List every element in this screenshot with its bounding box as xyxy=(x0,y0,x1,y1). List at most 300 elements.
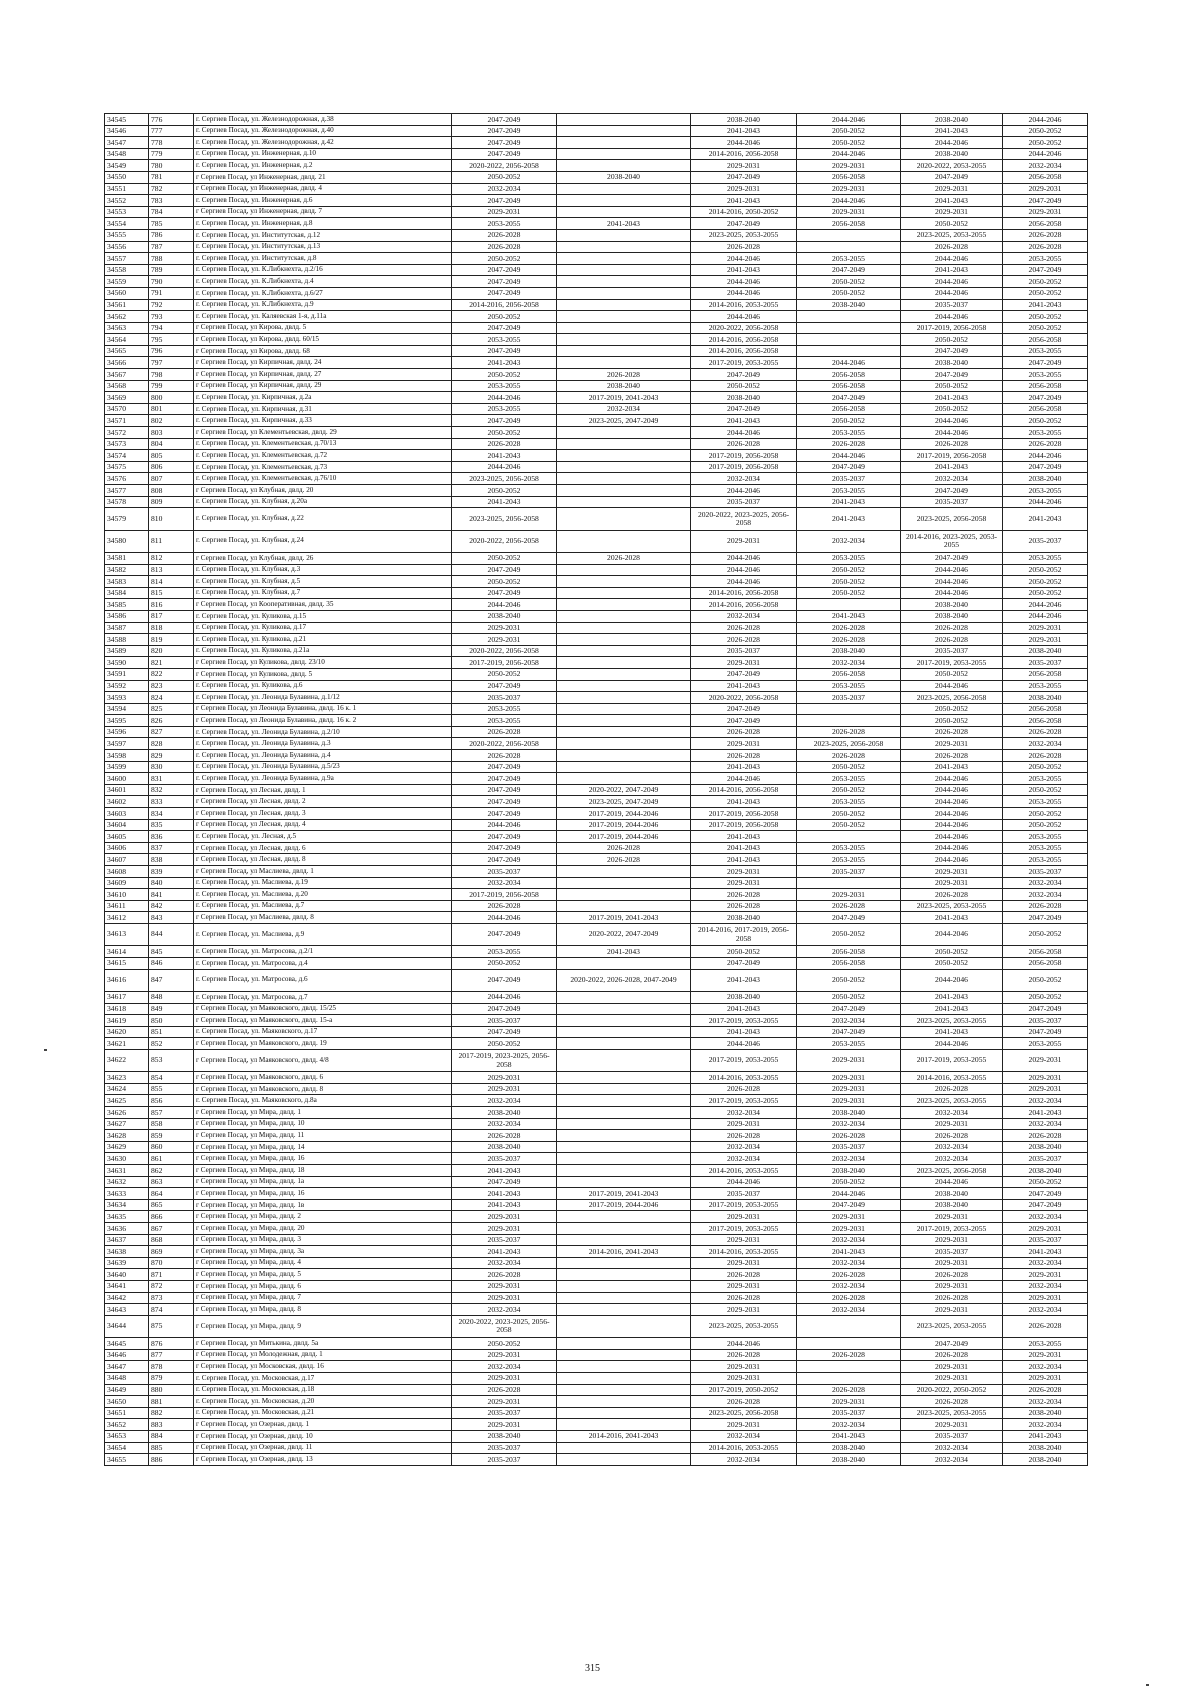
table-cell: г. Сергиев Посад, ул. Институтская, д.8 xyxy=(194,253,452,265)
table-cell xyxy=(557,1026,691,1038)
table-cell xyxy=(557,773,691,785)
table-cell: 2041-2043 xyxy=(452,1199,557,1211)
table-cell: 34626 xyxy=(105,1107,149,1119)
table-cell: 2029-2031 xyxy=(452,1072,557,1084)
table-cell: 2053-2055 xyxy=(797,680,901,692)
table-cell: 2041-2043 xyxy=(691,195,797,207)
table-cell: 833 xyxy=(149,796,194,808)
table-cell: 818 xyxy=(149,622,194,634)
table-cell: 2038-2040 xyxy=(452,1107,557,1119)
table-cell xyxy=(557,427,691,439)
table-cell: г. Сергиев Посад, ул. Маслиева, д.7 xyxy=(194,900,452,912)
table-cell: 2029-2031 xyxy=(691,866,797,878)
table-cell: 2038-2040 xyxy=(901,148,1003,160)
table-cell: 2050-2052 xyxy=(1003,576,1088,588)
table-cell: 2053-2055 xyxy=(1003,680,1088,692)
table-cell: г. Сергиев Посад, ул. Клубная, д.7 xyxy=(194,587,452,599)
table-cell: 2029-2031 xyxy=(901,738,1003,750)
table-cell: 2050-2052 xyxy=(1003,808,1088,820)
table-cell: 2041-2043 xyxy=(691,415,797,427)
table-cell: г. Сергиев Посад, ул. Куликова, д.21 xyxy=(194,634,452,646)
table-cell: 2026-2028 xyxy=(452,1130,557,1142)
table-cell xyxy=(797,715,901,727)
table-cell: 34546 xyxy=(105,125,149,137)
table-cell: 2026-2028 xyxy=(557,854,691,866)
table-cell: 2020-2022, 2050-2052 xyxy=(901,1384,1003,1396)
table-cell: 34633 xyxy=(105,1188,149,1200)
table-cell xyxy=(557,1211,691,1223)
table-cell: г Сергиев Посад, ул Инженерная, двлд. 7 xyxy=(194,206,452,218)
table-cell: 2038-2040 xyxy=(797,1165,901,1177)
table-cell: 841 xyxy=(149,889,194,901)
table-cell: 850 xyxy=(149,1015,194,1027)
table-cell: 821 xyxy=(149,657,194,669)
table-cell: 816 xyxy=(149,599,194,611)
table-cell: 2047-2049 xyxy=(1003,264,1088,276)
table-cell: 2029-2031 xyxy=(901,206,1003,218)
table-row xyxy=(105,322,1088,334)
table-cell: г. Сергиев Посад, ул. Институтская, д.12 xyxy=(194,229,452,241)
table-cell: 2026-2028 xyxy=(691,889,797,901)
table-cell: г. Сергиев Посад, ул. К.Либкнехта, д.6/27 xyxy=(194,287,452,299)
table-cell: 2056-2058 xyxy=(1003,957,1088,969)
table-cell: 2047-2049 xyxy=(452,114,557,126)
table-cell: г Сергиев Посад, ул Клементьевская, двлд. 29 xyxy=(194,427,452,439)
table-cell: 2044-2046 xyxy=(1003,610,1088,622)
table-cell: 2026-2028 xyxy=(691,726,797,738)
table-row xyxy=(105,1130,1088,1142)
table-cell: 34576 xyxy=(105,473,149,485)
table-row xyxy=(105,622,1088,634)
table-cell: 808 xyxy=(149,485,194,497)
table-cell: 2026-2028 xyxy=(452,241,557,253)
table-cell: 2014-2016, 2053-2055 xyxy=(691,1165,797,1177)
table-cell: 2017-2019, 2053-2055 xyxy=(691,1199,797,1211)
table-cell: 2029-2031 xyxy=(1003,1223,1088,1235)
table-cell: 2053-2055 xyxy=(452,218,557,230)
table-cell: 2047-2049 xyxy=(901,485,1003,497)
table-cell: 2032-2034 xyxy=(452,183,557,195)
table-cell: 2038-2040 xyxy=(691,392,797,404)
table-cell xyxy=(557,485,691,497)
table-cell: 2047-2049 xyxy=(1003,392,1088,404)
table-cell: 2047-2049 xyxy=(452,923,557,945)
table-cell xyxy=(557,148,691,160)
table-cell: 2023-2025, 2056-2058 xyxy=(452,508,557,530)
table-cell: 2029-2031 xyxy=(1003,1269,1088,1281)
table-cell: 2026-2028 xyxy=(901,622,1003,634)
table-cell: 34552 xyxy=(105,195,149,207)
table-cell: 820 xyxy=(149,645,194,657)
table-cell: 2017-2019, 2056-2058 xyxy=(452,657,557,669)
table-row xyxy=(105,380,1088,392)
table-cell: 823 xyxy=(149,680,194,692)
table-cell: 2032-2034 xyxy=(797,1304,901,1316)
table-row xyxy=(105,1396,1088,1408)
table-cell: 2044-2046 xyxy=(901,1038,1003,1050)
table-cell: 2044-2046 xyxy=(691,576,797,588)
table-cell: 2044-2046 xyxy=(901,276,1003,288)
table-cell: 2032-2034 xyxy=(452,1361,557,1373)
table-cell: 2026-2028 xyxy=(691,622,797,634)
table-row xyxy=(105,206,1088,218)
table-cell: 2032-2034 xyxy=(901,1107,1003,1119)
table-cell xyxy=(797,1338,901,1350)
table-cell xyxy=(557,1072,691,1084)
table-cell: 2032-2034 xyxy=(452,1095,557,1107)
table-cell xyxy=(557,1257,691,1269)
table-cell: 2035-2037 xyxy=(452,1153,557,1165)
table-cell: 34616 xyxy=(105,969,149,991)
table-cell: 2047-2049 xyxy=(452,969,557,991)
table-cell: 2035-2037 xyxy=(452,1454,557,1466)
table-cell: 829 xyxy=(149,750,194,762)
table-cell: 2050-2052 xyxy=(797,287,901,299)
table-cell: г Сергиев Посад, ул Мира, двлд. 6 xyxy=(194,1280,452,1292)
table-cell: 2044-2046 xyxy=(691,552,797,564)
table-cell: 2044-2046 xyxy=(901,831,1003,843)
table-cell: 810 xyxy=(149,508,194,530)
table-cell: 34595 xyxy=(105,715,149,727)
table-cell: г. Сергиев Посад, ул. Клементьевская, д.73 xyxy=(194,461,452,473)
table-cell: 2026-2028 xyxy=(1003,726,1088,738)
table-cell: 2026-2028 xyxy=(797,900,901,912)
table-cell: 2029-2031 xyxy=(691,160,797,172)
table-cell: 2050-2052 xyxy=(797,564,901,576)
table-cell: 2044-2046 xyxy=(797,450,901,462)
table-cell: г Сергиев Посад, ул Озерная, двлд. 11 xyxy=(194,1442,452,1454)
table-cell: 2047-2049 xyxy=(691,957,797,969)
table-cell: 2041-2043 xyxy=(691,125,797,137)
table-cell: 792 xyxy=(149,299,194,311)
table-cell: г. Сергиев Посад, ул. Куликова, д.17 xyxy=(194,622,452,634)
table-cell: г Сергиев Посад, ул Молодежная, двлд. 1 xyxy=(194,1349,452,1361)
table-cell: 2047-2049 xyxy=(452,587,557,599)
table-cell: 825 xyxy=(149,703,194,715)
table-cell: 34651 xyxy=(105,1407,149,1419)
table-cell: г Сергиев Посад, ул Мира, двлд. 16 xyxy=(194,1153,452,1165)
table-cell: 863 xyxy=(149,1176,194,1188)
table-cell: 874 xyxy=(149,1304,194,1316)
table-cell: 2050-2052 xyxy=(452,1338,557,1350)
table-cell: 2026-2028 xyxy=(691,634,797,646)
table-cell: 2029-2031 xyxy=(691,530,797,552)
table-cell: 2029-2031 xyxy=(1003,1292,1088,1304)
table-cell: 2026-2028 xyxy=(901,1349,1003,1361)
table-cell: г. Сергиев Посад, ул. Куликова, д.6 xyxy=(194,680,452,692)
table-cell xyxy=(557,715,691,727)
table-cell: 2035-2037 xyxy=(452,692,557,704)
table-cell: г. Сергиев Посад, ул. Московская, д.18 xyxy=(194,1384,452,1396)
table-cell: 2029-2031 xyxy=(1003,622,1088,634)
table-cell xyxy=(557,1292,691,1304)
table-cell: 2044-2046 xyxy=(691,276,797,288)
table-cell: 2038-2040 xyxy=(691,912,797,924)
table-cell xyxy=(557,599,691,611)
table-cell: 2041-2043 xyxy=(691,761,797,773)
table-row xyxy=(105,253,1088,265)
table-cell: 34575 xyxy=(105,461,149,473)
table-cell: 2017-2019, 2053-2055 xyxy=(901,1049,1003,1071)
table-row xyxy=(105,796,1088,808)
table-row xyxy=(105,229,1088,241)
table-cell: 2038-2040 xyxy=(691,114,797,126)
table-cell: 2056-2058 xyxy=(797,380,901,392)
table-cell: 34611 xyxy=(105,900,149,912)
table-row xyxy=(105,738,1088,750)
table-cell: г Сергиев Посад, ул Лесная, двлд. 2 xyxy=(194,796,452,808)
table-cell xyxy=(557,1349,691,1361)
table-cell: 2050-2052 xyxy=(452,171,557,183)
table-cell: г. Сергиев Посад, ул. Леонида Булавина, д.9а xyxy=(194,773,452,785)
table-cell: 785 xyxy=(149,218,194,230)
table-cell: 2044-2046 xyxy=(901,969,1003,991)
table-cell: 2053-2055 xyxy=(1003,773,1088,785)
table-cell: 2038-2040 xyxy=(901,357,1003,369)
table-cell xyxy=(557,1338,691,1350)
table-cell: г. Сергиев Посад, ул. Московская, д.21 xyxy=(194,1407,452,1419)
table-cell: 34620 xyxy=(105,1026,149,1038)
table-cell: 2029-2031 xyxy=(691,1234,797,1246)
table-cell: 885 xyxy=(149,1442,194,1454)
table-cell: 796 xyxy=(149,345,194,357)
table-cell: 789 xyxy=(149,264,194,276)
table-cell: 2026-2028 xyxy=(797,438,901,450)
table-cell: 34614 xyxy=(105,946,149,958)
table-cell xyxy=(557,610,691,622)
table-cell xyxy=(557,125,691,137)
table-cell xyxy=(557,877,691,889)
table-cell: г Сергиев Посад, ул Мира, двлд. 1в xyxy=(194,1199,452,1211)
table-cell: 2038-2040 xyxy=(797,1442,901,1454)
table-row xyxy=(105,415,1088,427)
table-cell: г Сергиев Посад, ул Московская, двлд. 16 xyxy=(194,1361,452,1373)
table-cell: 34586 xyxy=(105,610,149,622)
table-cell: 2023-2025, 2047-2049 xyxy=(557,796,691,808)
table-cell: 2029-2031 xyxy=(797,160,901,172)
table-cell: 34644 xyxy=(105,1315,149,1337)
table-cell: г Сергиев Посад, ул Мира, двлд. 5 xyxy=(194,1269,452,1281)
table-cell: 2035-2037 xyxy=(1003,530,1088,552)
table-cell: 2044-2046 xyxy=(691,137,797,149)
table-cell: 2050-2052 xyxy=(1003,137,1088,149)
table-cell: 2035-2037 xyxy=(691,645,797,657)
table-row xyxy=(105,276,1088,288)
table-cell: 2047-2049 xyxy=(691,369,797,381)
table-cell: 883 xyxy=(149,1419,194,1431)
table-cell: 2053-2055 xyxy=(452,334,557,346)
table-cell: 34571 xyxy=(105,415,149,427)
table-cell: 2014-2016, 2056-2058 xyxy=(691,345,797,357)
table-cell: г Сергиев Посад, ул Лесная, двлд. 6 xyxy=(194,842,452,854)
table-cell xyxy=(557,1003,691,1015)
table-cell: г. Сергиев Посад, ул. Клементьевская, д.72 xyxy=(194,450,452,462)
table-row xyxy=(105,773,1088,785)
table-cell: 857 xyxy=(149,1107,194,1119)
table-cell xyxy=(557,657,691,669)
table-row xyxy=(105,1141,1088,1153)
table-cell: г Сергиев Посад, ул Кооперативная, двлд. 35 xyxy=(194,599,452,611)
table-cell: 858 xyxy=(149,1118,194,1130)
table-cell xyxy=(797,345,901,357)
table-cell: 2038-2040 xyxy=(797,1454,901,1466)
table-cell: 2023-2025, 2056-2058 xyxy=(901,508,1003,530)
table-cell: 2029-2031 xyxy=(691,1118,797,1130)
table-row xyxy=(105,645,1088,657)
table-cell xyxy=(557,680,691,692)
table-cell: 852 xyxy=(149,1038,194,1050)
table-row xyxy=(105,1003,1088,1015)
table-cell: 2014-2016, 2056-2058 xyxy=(691,148,797,160)
table-row xyxy=(105,1280,1088,1292)
table-cell: 2053-2055 xyxy=(452,946,557,958)
table-cell: 880 xyxy=(149,1384,194,1396)
table-cell: 2029-2031 xyxy=(691,1304,797,1316)
table-cell: г Сергиев Посад, ул Мира, двлд. 3а xyxy=(194,1246,452,1258)
table-cell: 2026-2028 xyxy=(691,241,797,253)
table-cell: 871 xyxy=(149,1269,194,1281)
table-cell: г. Сергиев Посад, ул. Клубная, д.22 xyxy=(194,508,452,530)
table-cell: 786 xyxy=(149,229,194,241)
table-row xyxy=(105,1095,1088,1107)
table-row xyxy=(105,357,1088,369)
table-cell xyxy=(797,703,901,715)
table-cell: 2017-2019, 2044-2046 xyxy=(557,1199,691,1211)
table-cell: г. Сергиев Посад, ул. Леонида Булавина, д.3 xyxy=(194,738,452,750)
table-cell: 2041-2043 xyxy=(901,264,1003,276)
table-cell: 34592 xyxy=(105,680,149,692)
table-cell: 794 xyxy=(149,322,194,334)
table-cell: 2038-2040 xyxy=(901,1188,1003,1200)
table-cell: 34570 xyxy=(105,403,149,415)
table-cell xyxy=(557,1141,691,1153)
page-number: 315 xyxy=(585,1663,600,1674)
table-cell: 2017-2019, 2023-2025, 2056-2058 xyxy=(452,1049,557,1071)
table-cell: 799 xyxy=(149,380,194,392)
table-cell: 778 xyxy=(149,137,194,149)
table-cell: 795 xyxy=(149,334,194,346)
table-cell: 844 xyxy=(149,923,194,945)
table-row xyxy=(105,345,1088,357)
table-cell: г. Сергиев Посад, ул. Маслиева, д.20 xyxy=(194,889,452,901)
table-cell: 2050-2052 xyxy=(1003,1176,1088,1188)
table-cell: 2050-2052 xyxy=(452,369,557,381)
table-cell: 34607 xyxy=(105,854,149,866)
table-row xyxy=(105,1199,1088,1211)
table-row xyxy=(105,1188,1088,1200)
table-cell xyxy=(797,877,901,889)
table-cell: 2032-2034 xyxy=(797,1118,901,1130)
table-cell: 2050-2052 xyxy=(797,761,901,773)
table-cell: 2020-2022, 2056-2058 xyxy=(452,160,557,172)
table-row xyxy=(105,114,1088,126)
table-cell: 34564 xyxy=(105,334,149,346)
table-row xyxy=(105,485,1088,497)
table-row xyxy=(105,842,1088,854)
table-cell: 2050-2052 xyxy=(797,125,901,137)
table-cell: г. Сергиев Посад, ул. Леонида Булавина, д.2/10 xyxy=(194,726,452,738)
table-cell: г. Сергиев Посад, ул. Железнодорожная, д.42 xyxy=(194,137,452,149)
table-cell: 2029-2031 xyxy=(452,1211,557,1223)
table-cell: 2029-2031 xyxy=(691,738,797,750)
table-cell xyxy=(557,991,691,1003)
table-cell: 2050-2052 xyxy=(901,946,1003,958)
table-cell: 34581 xyxy=(105,552,149,564)
table-cell xyxy=(557,889,691,901)
table-cell: г Сергиев Посад, ул Мира, двлд. 18 xyxy=(194,1165,452,1177)
table-cell: 2017-2019, 2053-2055 xyxy=(691,357,797,369)
table-row xyxy=(105,438,1088,450)
table-cell xyxy=(557,1407,691,1419)
table-cell: 2035-2037 xyxy=(1003,1234,1088,1246)
table-cell: 2050-2052 xyxy=(901,703,1003,715)
table-cell: 788 xyxy=(149,253,194,265)
table-cell: 2044-2046 xyxy=(901,808,1003,820)
table-cell: 2050-2052 xyxy=(1003,276,1088,288)
table-cell: г Сергиев Посад, ул Маяковского, двлд. 19 xyxy=(194,1038,452,1050)
table-row xyxy=(105,599,1088,611)
table-cell: 780 xyxy=(149,160,194,172)
table-cell: 868 xyxy=(149,1234,194,1246)
table-row xyxy=(105,1153,1088,1165)
table-cell xyxy=(557,587,691,599)
table-cell: 2044-2046 xyxy=(1003,148,1088,160)
table-cell: 2032-2034 xyxy=(557,403,691,415)
table-cell: 2026-2028 xyxy=(901,1396,1003,1408)
table-cell: г Сергиев Посад, ул Клубная, двлд. 20 xyxy=(194,485,452,497)
table-cell: 814 xyxy=(149,576,194,588)
table-cell: г. Сергиев Посад, ул. Матросова, д.2/1 xyxy=(194,946,452,958)
table-cell: 2047-2049 xyxy=(901,171,1003,183)
table-cell: 2053-2055 xyxy=(1003,253,1088,265)
table-cell xyxy=(557,726,691,738)
table-cell: 2035-2037 xyxy=(797,473,901,485)
table-cell: 2047-2049 xyxy=(797,1199,901,1211)
table-cell: 34642 xyxy=(105,1292,149,1304)
table-cell: 34613 xyxy=(105,923,149,945)
table-cell: 2044-2046 xyxy=(901,842,1003,854)
table-cell xyxy=(557,438,691,450)
table-cell: 34600 xyxy=(105,773,149,785)
table-cell: 2029-2031 xyxy=(1003,1349,1088,1361)
table-cell: г. Сергиев Посад, ул. Инженерная, д.10 xyxy=(194,148,452,160)
table-cell: 2047-2049 xyxy=(452,137,557,149)
table-cell: 2026-2028 xyxy=(557,552,691,564)
table-cell: г. Сергиев Посад, ул. Инженерная, д.8 xyxy=(194,218,452,230)
table-cell: 2029-2031 xyxy=(1003,1072,1088,1084)
table-cell: г Сергиев Посад, ул Куликова, двлд. 5 xyxy=(194,668,452,680)
table-row xyxy=(105,1442,1088,1454)
table-cell: 2050-2052 xyxy=(452,957,557,969)
table-cell: 854 xyxy=(149,1072,194,1084)
table-cell: 2032-2034 xyxy=(797,530,901,552)
table-cell: 34625 xyxy=(105,1095,149,1107)
table-cell: 34569 xyxy=(105,392,149,404)
table-cell: 2029-2031 xyxy=(901,877,1003,889)
table-cell: 2023-2025, 2053-2055 xyxy=(901,1315,1003,1337)
table-cell: 2029-2031 xyxy=(452,634,557,646)
table-cell: 2044-2046 xyxy=(691,1038,797,1050)
table-cell: 2047-2049 xyxy=(691,171,797,183)
table-cell: 2047-2049 xyxy=(452,1026,557,1038)
table-cell xyxy=(557,1038,691,1050)
table-cell: 2047-2049 xyxy=(797,912,901,924)
table-cell: 839 xyxy=(149,866,194,878)
table-cell: 34640 xyxy=(105,1269,149,1281)
table-cell: 827 xyxy=(149,726,194,738)
table-cell: 2023-2025, 2053-2055 xyxy=(901,1095,1003,1107)
table-row xyxy=(105,427,1088,439)
